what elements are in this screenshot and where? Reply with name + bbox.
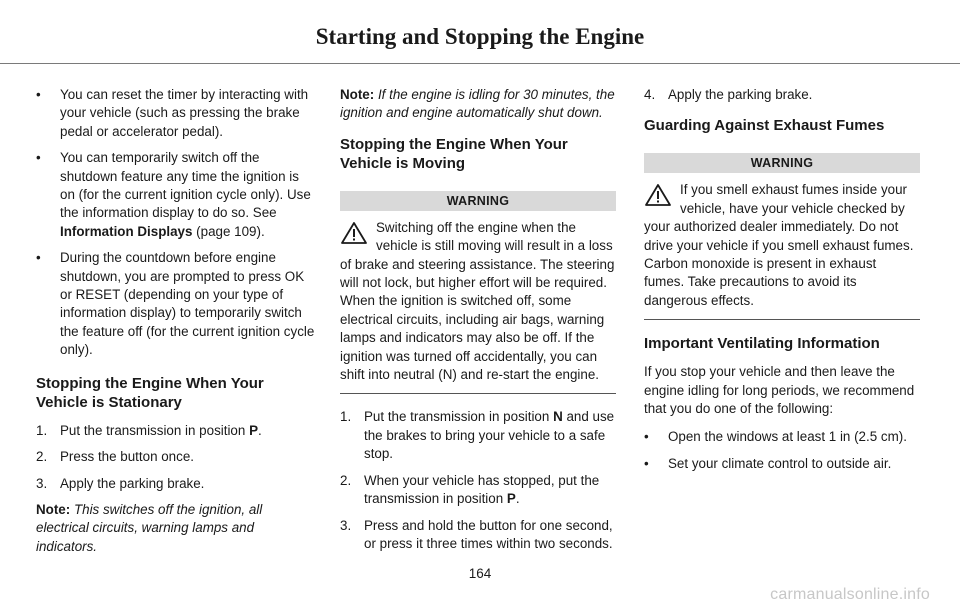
note: Note: This switches off the ignition, all electrical circuits, warning lamps and indicators.: [36, 501, 263, 554]
step-item: 3. Press and hold the button for one second, or press it three times within two seconds.: [340, 517, 613, 551]
section-heading: Guarding Against Exhaust Fumes: [644, 117, 885, 135]
watermark: carmanualsonline.info: [770, 586, 930, 603]
list-item: • You can temporarily switch off the shutdown feature any time the ignition is on (for the current ignition cycle only). Use the information display to do so. See Information Displays (page 109).: [36, 149, 316, 241]
section-heading: Stopping the Engine When Your Vehicle is Stationary: [36, 374, 264, 411]
title-divider: [0, 63, 960, 64]
section-heading: Important Ventilating Information: [644, 335, 880, 353]
warning-banner: WARNING: [644, 153, 920, 173]
step-list: [644, 86, 920, 104]
step-item: 2. Press the button once.: [36, 449, 194, 465]
step-list: [340, 408, 616, 553]
list-item: • You can reset the timer by interacting with your vehicle (such as pressing the brake pedal or accelerator pedal).: [36, 86, 316, 141]
warning-triangle-icon: [340, 221, 368, 245]
bullet-list: [36, 86, 316, 360]
step-item: 2. When your vehicle has stopped, put the transmission in position P.: [340, 472, 600, 507]
warning-text: If you smell exhaust fumes inside your vehicle, have your vehicle checked by your authorized dealer immediately. Do not drive your vehicle if you smell exhaust fumes. Carbon monoxide is present in exhaust fumes. Take precautions to avoid its dangerous effects.: [644, 182, 914, 308]
list-item: • Set your climate control to outside air.: [644, 455, 920, 473]
step-item: 1. Put the transmission in position P.: [36, 422, 262, 438]
step-list: [36, 422, 316, 493]
warning-divider: [644, 319, 920, 320]
step-item: 3. Apply the parking brake.: [36, 475, 205, 491]
list-item: • During the countdown before engine shutdown, you are prompted to press OK or RESET (depending on your type of information display) to temporarily switch the feature off (for the current ignition cycle only).: [36, 249, 316, 359]
warning-text: Switching off the engine when the vehicle is still moving will result in a loss of brake and steering assistance. The steering will not lock, but higher effort will be required. When the ignition is switched off, some electrical circuits, including air bags, warning lamps and indicators may also be off. If the ignition was turned off accidentally, you can shift into neutral (N) and re-start the engine.: [340, 219, 615, 383]
bullet-list: [644, 428, 920, 473]
page-number: 164: [468, 566, 492, 581]
warning-triangle-icon: [644, 183, 672, 207]
step-item: 4. Apply the parking brake.: [644, 87, 813, 102]
section-heading: Stopping the Engine When Your Vehicle is Moving: [340, 135, 568, 172]
note: Note: If the engine is idling for 30 minutes, the ignition and engine automatically shut down.: [340, 87, 615, 121]
warning-divider: [340, 393, 616, 394]
column-1: [36, 86, 316, 566]
page-title: Starting and Stopping the Engine: [315, 24, 645, 49]
paragraph: If you stop your vehicle and then leave the engine idling for long periods, we recommend that you do one of the following:: [644, 364, 915, 417]
column-2: [340, 86, 616, 561]
warning-banner: WARNING: [340, 191, 616, 211]
step-item: 1. Put the transmission in position N and use the brakes to bring your vehicle to a safe stop.: [340, 409, 615, 462]
cross-reference-link[interactable]: Information Displays: [60, 223, 193, 239]
list-item: • Open the windows at least 1 in (2.5 cm).: [644, 428, 920, 446]
column-3: [644, 86, 920, 481]
